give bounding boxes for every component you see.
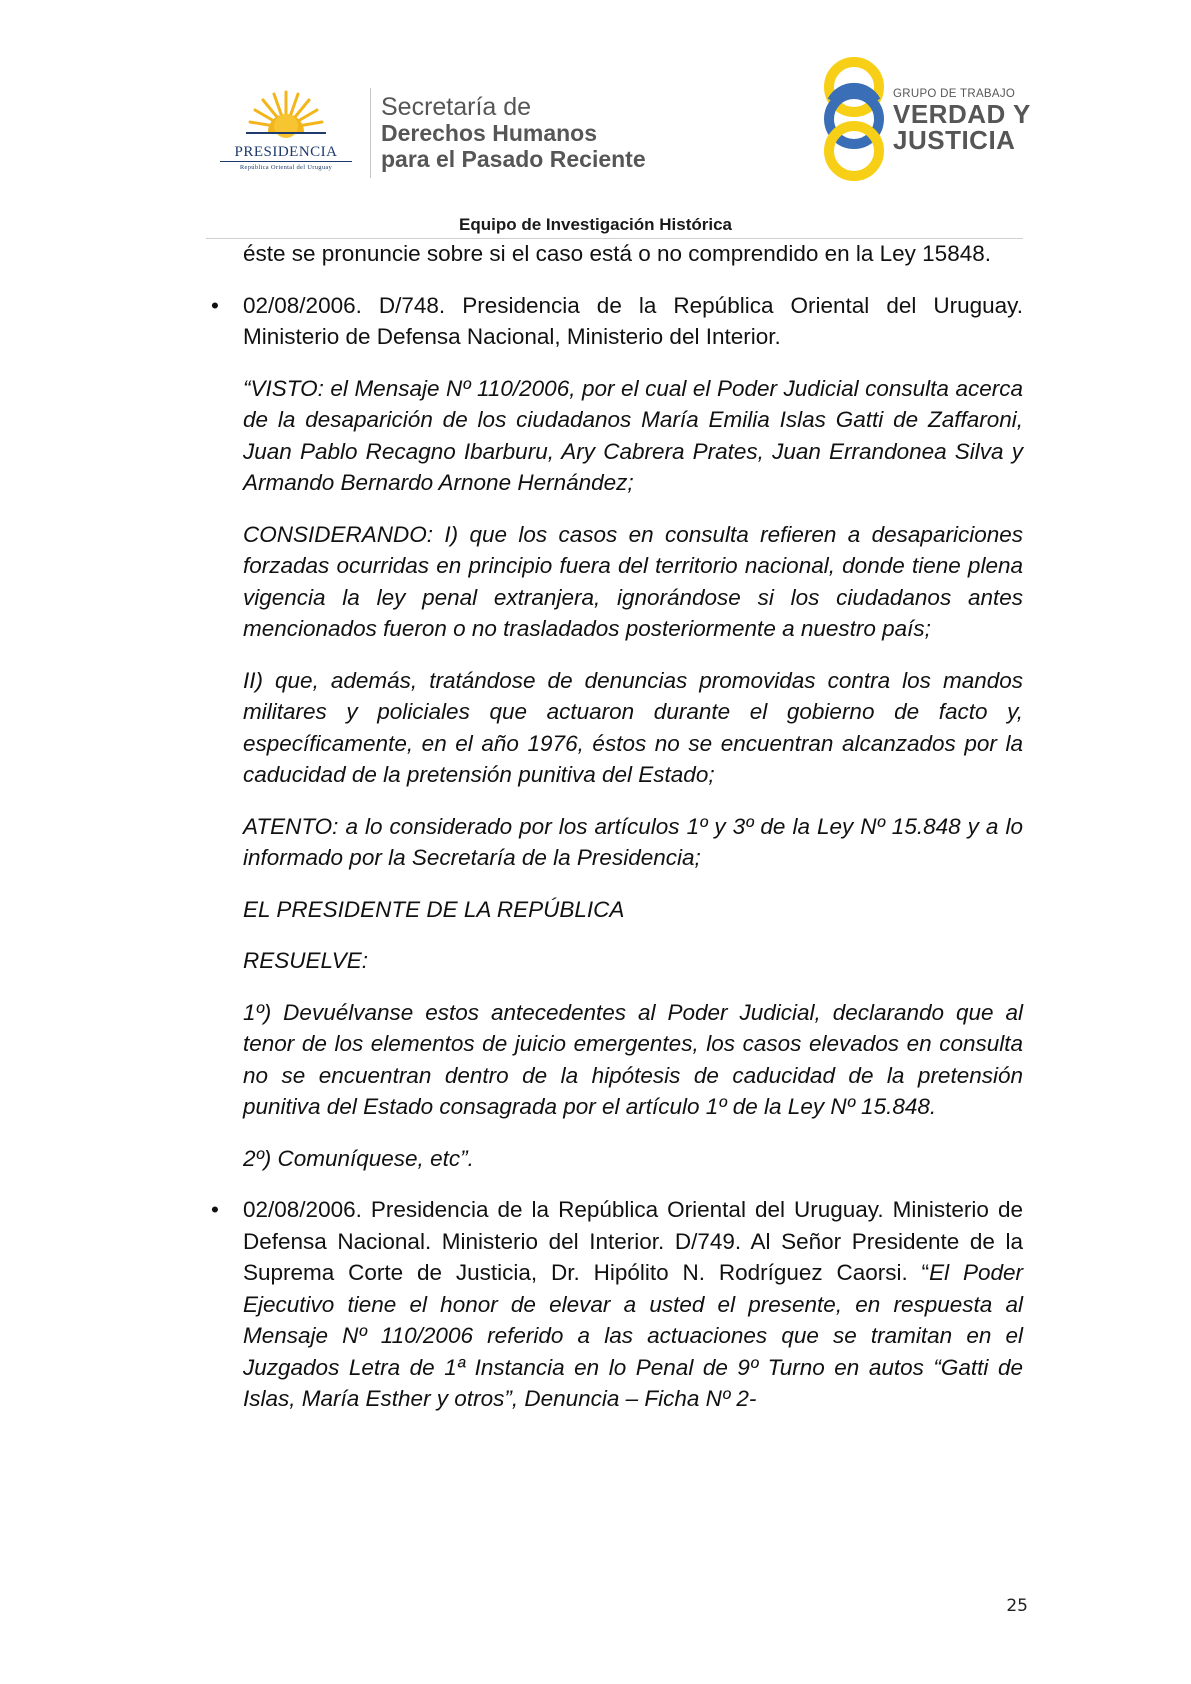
bullet: • (211, 292, 219, 318)
page-number: 25 (1006, 1596, 1028, 1616)
quote-visto: “VISTO: el Mensaje Nº 110/2006, por el cual el Poder Judicial consulta acerca de la desaparición de los ciudadanos María Emilia Islas Gatti de Zaffaroni, Juan Pablo Recagno Ibarburu, Ary Cabrera Prates, Juan Errandonea Silva y Armando Bernardo Arnone Hernández; (243, 375, 1023, 495)
item-text-plain: 02/08/2006. Presidencia de la República Oriental del Uruguay. Ministerio de Defensa Nacional. Ministerio del Interior. D/749. Al Señor Presidente de la Suprema Corte de Justicia, Dr. Hipólito N. Rodríguez Caorsi. “ (243, 1197, 1023, 1285)
item-text (243, 1194, 1023, 1415)
presidencia-name: PRESIDENCIA (234, 144, 338, 160)
secretaria-line-3: para el Pasado Reciente (381, 146, 646, 172)
grupo-line-1: GRUPO DE TRABAJO (893, 88, 1016, 100)
presidencia-subtitle: República Oriental del Uruguay (239, 164, 333, 171)
quote-resolution-1: 1º) Devuélvanse estos antecedentes al Poder Judicial, declarando que al tenor de los elementos de juicio emergentes, los casos elevados en consulta no se encuentran dentro de la hipótesis de caducidad de la pretensión punitiva del Estado consagrada por el artículo 1º de la Ley Nº 15.848. (243, 999, 1023, 1119)
grupo-line-3: JUSTICIA (893, 125, 1016, 155)
secretaria-line-1: Secretaría de (381, 93, 532, 121)
list-item (211, 290, 1023, 353)
page-content (211, 238, 1023, 1435)
sun-icon (246, 88, 326, 144)
item-text: 02/08/2006. D/748. Presidencia de la República Oriental del Uruguay. Ministerio de Defensa Nacional, Ministerio del Interior. (243, 292, 1023, 349)
quote-atento: ATENTO: a lo considerado por los artículos 1º y 3º de la Ley Nº 15.848 y a lo informado por la Secretaría de la Presidencia; (243, 813, 1023, 870)
bullet: • (211, 1197, 219, 1222)
page-header (0, 0, 1191, 240)
verdad-justicia-logo (820, 57, 1030, 182)
presidencia-logo (212, 88, 360, 178)
rings-icon (820, 57, 890, 182)
secretaria-logo-text (381, 94, 646, 172)
list-item (211, 1194, 1023, 1415)
team-title: Equipo de Investigación Histórica (459, 215, 732, 234)
quote-resolution-2: 2º) Comuníquese, etc”. (243, 1145, 474, 1171)
continuation-paragraph: éste se pronuncie sobre si el caso está o no comprendido en la Ley 15848. (243, 241, 991, 266)
secretaria-line-2: Derechos Humanos (381, 120, 598, 146)
grupo-text (893, 87, 1031, 153)
quote-presidente: EL PRESIDENTE DE LA REPÚBLICA (243, 896, 625, 922)
item-text-italic: El Poder Ejecutivo tiene el honor de elevar a usted el presente, en respuesta al Mensaje Nº 110/2006 referido a las actuaciones que se tramitan en el Juzgados Letra de 1ª Instancia en lo Penal de 9º Turno en autos “Gatti de Islas, María Esther y otros”, Denuncia – Ficha Nº 2- (243, 1260, 1023, 1411)
grupo-line-2: VERDAD Y (893, 99, 1031, 129)
quote-resuelve: RESUELVE: (243, 948, 369, 973)
logo-divider (370, 88, 371, 178)
quote-considerando-2: II) que, además, tratándose de denuncias promovidas contra los mandos militares y policiales que actuaron durante el gobierno de facto y, específicamente, en el año 1976, éstos no se encuentran alcanzados por la caducidad de la pretensión punitiva del Estado; (243, 667, 1023, 787)
quote-considerando-1: CONSIDERANDO: I) que los casos en consulta refieren a desapariciones forzadas ocurridas en principio fuera del territorio nacional, donde tiene plena vigencia la ley penal extranjera, ignorándose si los ciudadanos antes mencionados fueron o no trasladados posteriormente a nuestro país; (243, 521, 1023, 641)
presidencia-rule (220, 161, 352, 162)
